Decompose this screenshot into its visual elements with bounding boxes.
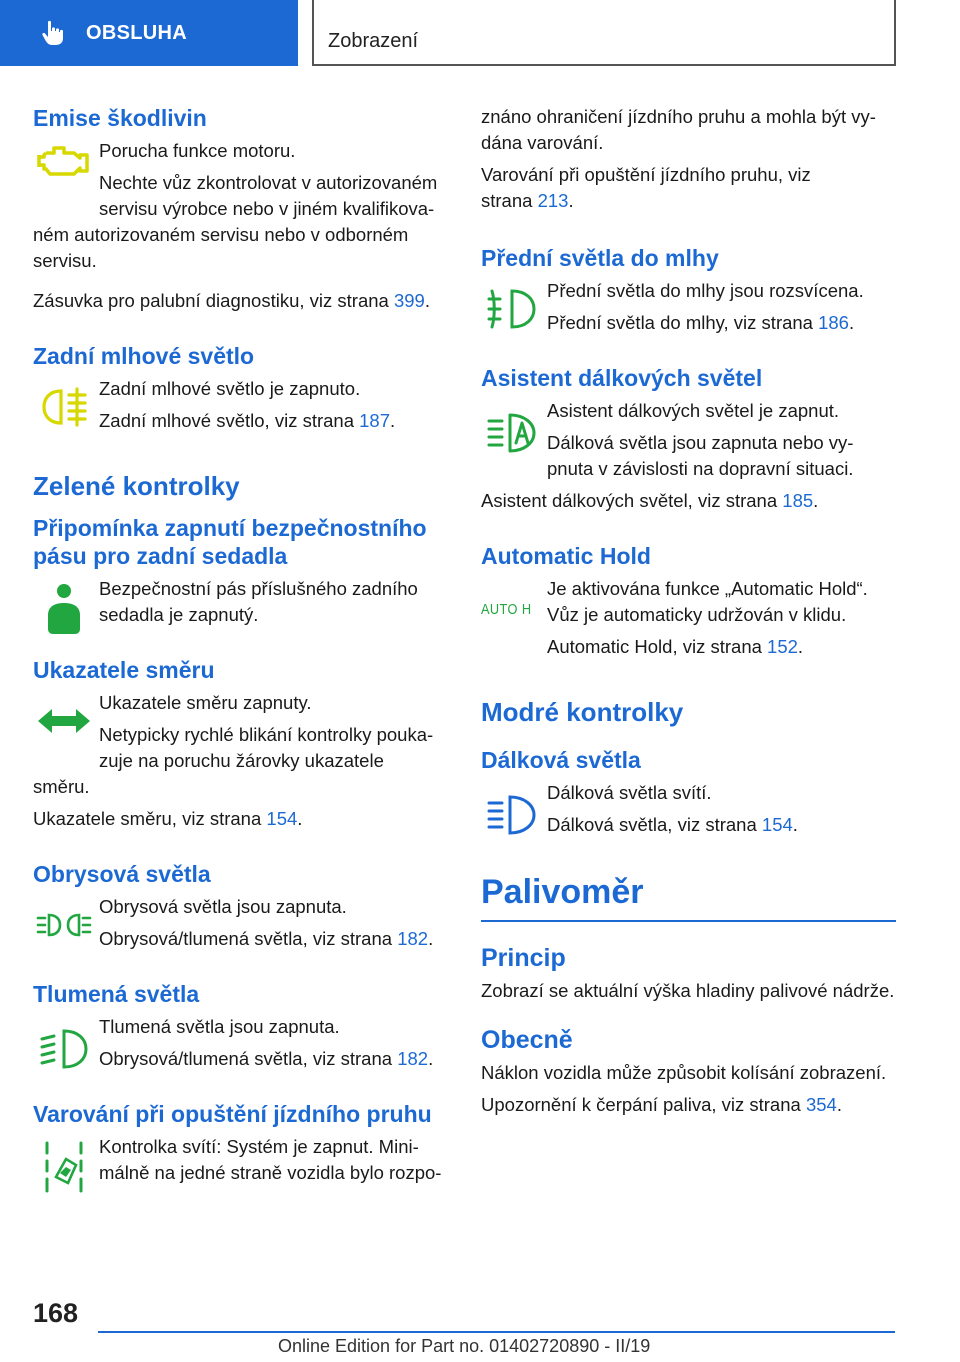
entry-zadni: Zadní mlhové světlo je zapnuto. Zadní mlhové světlo, viz strana 187.: [33, 376, 448, 434]
heading-modre: Modré kontrolky: [481, 697, 684, 727]
ref-line: Automatic Hold, viz strana 152.: [547, 636, 804, 657]
page-link[interactable]: 182: [397, 1048, 429, 1069]
page-link[interactable]: 187: [359, 410, 391, 431]
footer-divider: [98, 1331, 895, 1333]
heading-dalk: Dálková světla: [481, 747, 641, 773]
heading-smer: Ukazatele směru: [33, 657, 215, 683]
page-link[interactable]: 399: [393, 290, 425, 311]
ref-line: Zadní mlhové světlo, viz strana 187.: [99, 410, 396, 431]
heading-zelene: Zelené kontrolky: [33, 471, 240, 501]
lane-departure-icon: [33, 1134, 95, 1200]
entry-emise: Porucha funkce motoru. Nechte vůz zkontrolovat v autorizovaném servisu výrobce nebo v jiném kvalifikova‐ ném autorizovaném servisu nebo v odborném servisu. Zásuvka pro palubní diagnostiku, viz strana 399.: [33, 138, 448, 314]
heading-mlhy: Přední světla do mlhy: [481, 245, 719, 271]
page-link[interactable]: 154: [761, 814, 793, 835]
front-fog-light-icon: [481, 278, 543, 340]
entry-dalk: Dálková světla svítí. Dálková světla, viz strana 154.: [481, 780, 896, 838]
chapter-header: [312, 0, 896, 66]
section-tab-label: OBSLUHA: [86, 21, 187, 44]
heading-princip: Princip: [481, 944, 566, 972]
entry-pruh-cont: znáno ohraničení jízdního pruhu a mohla být vy‐ dána varování. Varování při opuštění jízdního pruhu, viz strana 213.: [481, 104, 896, 214]
parking-lights-icon: [33, 894, 95, 956]
auto-hold-icon: AUTO H: [481, 600, 532, 618]
entry-pas: Bezpečnostní pás příslušného zadního sedadla je zapnutý.: [33, 576, 448, 628]
ref-line: strana 213.: [481, 190, 574, 211]
ref-line: Obrysová/tlumená světla, viz strana 182.: [99, 928, 434, 949]
entry-mlhy: Přední světla do mlhy jsou rozsvícena. Přední světla do mlhy, viz strana 186.: [481, 278, 896, 336]
heading-hold: Automatic Hold: [481, 543, 651, 569]
heading-zadni: Zadní mlhové světlo: [33, 343, 255, 369]
high-beam-assistant-icon: [481, 398, 543, 468]
page-number: 168: [33, 1298, 79, 1328]
entry-asist: Asistent dálkových světel je zapnut. Dálková světla jsou zapnuta nebo vy‐ pnuta v závislosti na dopravní situaci. Asistent dálkových světel, viz strana 185.: [481, 398, 896, 514]
heading-asist: Asistent dálkových světel: [481, 365, 763, 391]
entry-smer: Ukazatele směru zapnuty. Netypicky rychlé blikání kontrolky pouka‐ zuje na poruchu žárovky ukazatele směru. Ukazatele směru, viz strana 154.: [33, 690, 448, 832]
page-link[interactable]: 154: [266, 808, 298, 829]
heading-obrys: Obrysová světla: [33, 861, 211, 887]
heading-pruh: Varování při opuštění jízdního pruhu: [33, 1101, 432, 1127]
page-link[interactable]: 152: [767, 636, 798, 657]
high-beam-icon: [481, 780, 543, 850]
ref-line: Upozornění k čerpání paliva, viz strana 354.: [481, 1094, 842, 1115]
turn-signal-icon: [33, 690, 95, 752]
ref-line: Obrysová/tlumená světla, viz strana 182.: [99, 1048, 434, 1069]
footer-edition: Online Edition for Part no. 01402720890 - II/19: [278, 1336, 651, 1356]
heading-palivo: Palivoměr: [481, 870, 896, 922]
page-link[interactable]: 354: [805, 1094, 837, 1115]
seatbelt-person-icon: [33, 576, 95, 642]
right-column: znáno ohraničení jízdního pruhu a mohla být vy‐ dána varování. Varování při opuštění jízdního pruhu, viz strana 213. Přední světla do mlhy Přední světla do mlhy jsou rozsvícena. Přední světla do mlhy, viz strana 186. Asistent dálkových světel Asistent dálkových světel je zapnut. Dálková světla jsou zapnuta nebo vy‐ pnuta v závislosti na dopravní situaci. Asistent dálkových světel, viz strana 185. Automatic Hold AUTO H Je aktivována funkce „Automatic Hold“. Vůz je automaticky udržován v klidu. Automatic Hold, viz strana 152. Modré kontrolky Dálková světla Dálková světla svítí. Dálková světla, viz strana 154. Palivoměr Princip Zobrazí se aktuální výška hladiny palivové nádrže. Obecně Náklon vozidla může způsobit kolísání zobrazení. Upozornění k čerpání paliva, viz strana 354.: [481, 100, 896, 1124]
heading-obecne: Obecně: [481, 1026, 573, 1054]
ref-line: Asistent dálkových světel, viz strana 185.: [481, 490, 819, 511]
heading-emise: Emise škodlivin: [33, 105, 207, 131]
entry-tlum: Tlumená světla jsou zapnuta. Obrysová/tlumená světla, viz strana 182.: [33, 1014, 448, 1072]
page-link[interactable]: 186: [818, 312, 849, 333]
rear-fog-light-icon: [33, 376, 95, 438]
hand-pointer-icon: [40, 19, 68, 47]
entry-hold: AUTO H Je aktivována funkce „Automatic Hold“. Vůz je automaticky udržován v klidu. Automatic Hold, viz strana 152.: [481, 576, 896, 660]
heading-pas-b: pásu pro zadní sedadla: [33, 543, 288, 569]
engine-check-icon: [33, 138, 95, 184]
ref-line: Ukazatele směru, viz strana 154.: [33, 808, 303, 829]
low-beam-icon: [33, 1014, 95, 1084]
page-link[interactable]: 182: [397, 928, 429, 949]
page-link[interactable]: 185: [782, 490, 814, 511]
page-link[interactable]: 213: [537, 190, 569, 211]
ref-line: Přední světla do mlhy, viz strana 186.: [547, 312, 855, 333]
entry-obrys: Obrysová světla jsou zapnuta. Obrysová/tlumená světla, viz strana 182.: [33, 894, 448, 952]
chapter-title: Zobrazení: [328, 30, 419, 52]
entry-pruh: Kontrolka svítí: Systém je zapnut. Mini‐ málně na jedné straně vozidla bylo rozpo‐: [33, 1134, 448, 1186]
heading-tlum: Tlumená světla: [33, 981, 200, 1007]
heading-pas-a: Připomínka zapnutí bezpečnostního: [33, 515, 427, 541]
left-column: [33, 100, 448, 1192]
section-tab[interactable]: [0, 0, 298, 66]
ref-line: Zásuvka pro palubní diagnostiku, viz strana 399.: [33, 290, 430, 311]
ref-line: Dálková světla, viz strana 154.: [547, 814, 798, 835]
